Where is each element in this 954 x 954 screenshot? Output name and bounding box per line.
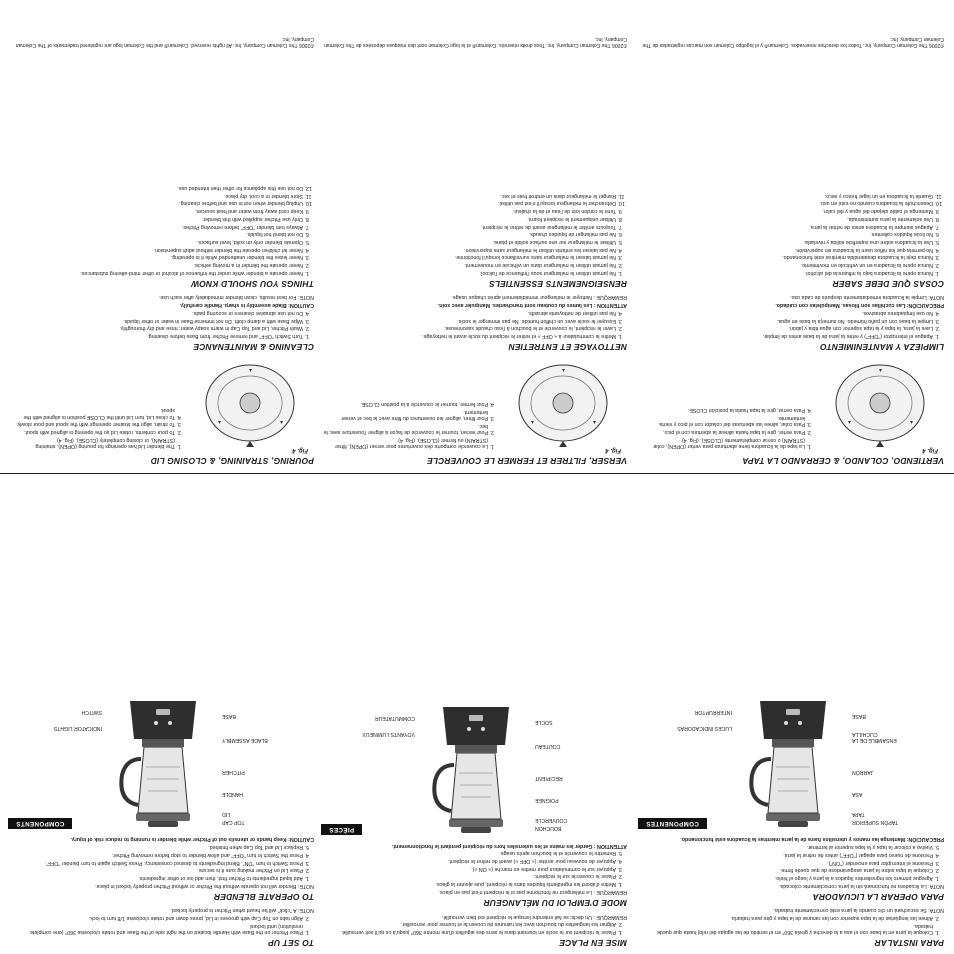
know-title: COSAS QUE DEBE SABER [832, 278, 944, 289]
copyright-text: ©2006 The Coleman Company, Inc. Tous droits réservés. Coleman® et le logo Coleman sont des marques déposées de The Coleman Company, Inc. [323, 36, 627, 48]
pitcher-shape [138, 747, 188, 813]
lid-shape [449, 819, 503, 827]
know-title: RENSEIGNEMENTS ESSENTIELS [488, 278, 627, 289]
svg-text:▲: ▲ [592, 419, 597, 425]
components-diagram [638, 693, 944, 831]
setup-steps [321, 921, 627, 935]
list-item: 1. Turn Switch "OFF" and remove Pitcher from Base before cleaning. [8, 333, 303, 339]
list-item: 3. Presione el interruptor para encender ("ON"). [638, 859, 933, 865]
base-shape [760, 701, 826, 739]
fig-label: Fig. 4 [922, 447, 938, 453]
know-section [638, 193, 944, 289]
svg-text:▲: ▲ [909, 419, 914, 425]
list-item: 5. Vuelva a colocar la tapa y la tapa superior al terminar. [638, 844, 933, 850]
list-item: 5. Operate blender only on solid, level surfaces. [8, 239, 303, 245]
list-item: 5. Remettre le couvercle et le bouchon après usage. [321, 850, 616, 856]
indicator-light [168, 721, 172, 725]
know-steps [321, 193, 627, 276]
part-label: TAPA [852, 811, 865, 818]
svg-text:▲: ▲ [279, 419, 284, 425]
setup-note: NOTA: Se escuchará un clic cuando la jarra esté correctamente trabada. [773, 907, 944, 914]
list-item: 10. Unplug blender when not in use and before cleaning. [8, 200, 303, 206]
operate-section [8, 836, 314, 902]
setup-steps [638, 915, 944, 935]
list-item: 6. No licúe líquidos calientes. [638, 231, 933, 237]
know-section [8, 185, 314, 289]
lid-illustration [826, 359, 936, 451]
pour-section [638, 357, 944, 466]
list-item: 1. Never operate a blender while under the influence of alcohol or other mind-altering substances. [8, 270, 303, 276]
know-section [321, 193, 627, 289]
part-label: LUCES INDICADORAS [677, 725, 732, 732]
blade-assembly-shape [455, 745, 497, 753]
components-header: PIÈCES [321, 824, 362, 835]
operate-section [638, 836, 944, 902]
operate-steps [321, 850, 627, 887]
list-item: 8. Use solamente la jarra suministrada. [638, 216, 933, 222]
clean-title: CLEANING & MAINTENANCE [193, 342, 314, 352]
list-item: 3. Nunca deje la licuadora desatendida mientras esté funcionando. [638, 254, 933, 260]
indicator-light [798, 721, 802, 725]
clean-title: NETTOYAGE ET ENTRETIEN [508, 342, 627, 352]
list-item: 1. Le couvercle comporte des ouvertures pour verser (OPEN), filtrer (STRAIN) ou fermer (CLOSE). (Fig. 4) [323, 437, 488, 449]
operate-title: TO OPERATE BLENDER [213, 892, 314, 903]
list-item: 5. Use la licuadora sobre una superficie sólida y nivelada. [638, 239, 933, 245]
list-item: 2. Align tabs on Top Cap with grooves in Lid, press down and rotate clockwise 1/8 turn to lock. [8, 915, 303, 921]
setup-title: MISE EN PLACE [559, 938, 627, 948]
part-label: TAPÓN SUPERIOR [852, 819, 899, 826]
indicator-light [784, 721, 788, 725]
part-label: PITCHER [222, 769, 245, 776]
part-label: TOP CAP [222, 819, 245, 826]
pour-steps [10, 407, 186, 449]
part-label: COUTEAU [535, 743, 561, 750]
know-steps [8, 185, 314, 276]
part-label: BASE [852, 713, 866, 720]
list-item: 2. Coloque la tapa sobre la jarra asegurándose de que quede firme. [638, 867, 933, 873]
pitcher-shape [768, 747, 818, 813]
clean-section [8, 294, 314, 352]
part-label: ASA [852, 791, 863, 798]
copyright-text: ©2006 The Coleman Company, Inc. All rights reserved. Coleman® and the Coleman logo are registered trademarks of The Coleman Company, Inc. [15, 36, 314, 48]
list-item: 4. No permita que los niños usen la licuadora sin supervisión. [638, 246, 933, 252]
list-item: 3. Pour filtrer, aligner les ouvertures du filtre avec le bec et verser lentement. [323, 409, 488, 421]
pour-steps-wrap [323, 400, 499, 449]
top-cap-shape [778, 821, 808, 827]
pour-steps-wrap [10, 406, 186, 449]
list-item: 5. Replace Lid and Top Cap when finished. [8, 844, 303, 850]
part-label: BOUCHON [535, 825, 562, 832]
part-label: BLADE ASSEMBLY [222, 737, 268, 744]
blender-illustration [421, 703, 531, 837]
list-item: 4. No use limpiadores abrasivos. [638, 310, 933, 316]
part-label: VOYANTS LUMINEUX [362, 731, 415, 738]
column-spanish-top [638, 478, 944, 948]
clean-note: NOTA: Limpie la licuadora inmediatamente después de cada uso. [790, 293, 944, 300]
svg-text:▲: ▲ [530, 419, 535, 425]
setup-steps [8, 915, 314, 935]
list-item: 4. Never let children operate the blender without adult supervision. [8, 246, 303, 252]
fig-4 [638, 357, 944, 453]
list-item: 3. Limpie la base con un paño húmedo. No sumerja la base en agua. [638, 317, 933, 323]
list-item: 3. Essuyer le socle avec un chiffon humide. Ne pas immerger le socle. [321, 317, 616, 323]
list-item: 2. Placer le couvercle sur le récipient. [321, 873, 616, 879]
blender-illustration [108, 697, 218, 831]
list-item: 2. Wash Pitcher, Lid and Top Cap in warm soapy water; rinse and dry thoroughly. [8, 325, 303, 331]
list-item: 11. Guarde la licuadora en un lugar fresco y seco. [638, 193, 933, 199]
pour-title: VERTIENDO, COLANDO, & CERRANDO LA TAPA [742, 456, 944, 466]
list-item: 2. Aligner les languettes du bouchon avec les rainures du couvercle et tourner pour verrouiller. [321, 921, 616, 927]
indicator-light [154, 721, 158, 725]
list-item: 3. Para colar, alinee las aberturas del colador con el pico y vierta lentamente. [640, 415, 805, 427]
part-label: LID [222, 811, 231, 818]
lid-illustration [196, 359, 306, 451]
clean-note: REMARQUE : Nettoyer le mélangeur immédiatement après chaque usage. [451, 293, 627, 300]
base-shape [443, 707, 509, 745]
operate-caution: CAUTION: Keep hands or utensils out of Pitcher while blender is running to reduce risk of injury. [70, 836, 314, 843]
list-item: 6. Do not blend hot liquids. [8, 231, 303, 237]
list-item: 11. Ranger le mélangeur dans un endroit frais et sec. [321, 193, 616, 199]
list-item: 9. Keep cord away from water and heat sources. [8, 208, 303, 214]
part-label: COUVERCLE [535, 817, 568, 824]
list-item: 2. Lave la jarra, la tapa y la tapa superior con agua tibia y jabón. [638, 325, 933, 331]
indicator-light [467, 727, 471, 731]
footer-english [8, 6, 314, 48]
handle-shape [121, 759, 141, 805]
part-label: POIGNÉE [535, 797, 559, 804]
list-item: 4. Pour fermer, tourner le couvercle à la position CLOSE. [323, 401, 488, 407]
column-french-bottom [321, 6, 627, 466]
fold-divider [0, 473, 954, 474]
list-item: 2. Laver le récipient, le couvercle et le bouchon à l'eau chaude savonneuse. [321, 325, 616, 331]
lid-shape [136, 813, 190, 821]
list-item: 8. Only use Pitcher supplied with this blender. [8, 216, 303, 222]
clean-caution: ATTENTION : Les lames du couteau sont tranchantes. Manipuler avec soin. [437, 302, 627, 309]
part-label: SOCLE [535, 719, 553, 726]
components-header: COMPONENTS [8, 818, 72, 829]
list-item: 9. Mantenga el cable alejado del agua y del calor. [638, 208, 933, 214]
handle-shape [751, 759, 771, 805]
pour-title: POURING, STRAINING, & CLOSING LID [150, 456, 314, 466]
list-item: 4. Ne pas utiliser de nettoyants abrasifs. [321, 310, 616, 316]
setup-section [8, 907, 314, 948]
pour-section [8, 357, 314, 466]
top-cap-shape [148, 821, 178, 827]
list-item: 1. Coloque la jarra en la base con el asa a la derecha y gírela 360° en el sentido de las agujas del reloj hasta que quede trabada. [638, 923, 933, 935]
pour-title: VERSER, FILTRER ET FERMER LE COUVERCLE [426, 456, 627, 466]
operate-caution: PRECAUCIÓN: Mantenga las manos y utensilios fuera de la jarra mientras la licuadora esté funcionando. [680, 836, 944, 843]
blade-assembly-shape [142, 739, 184, 747]
switch-shape [786, 709, 800, 715]
blender-illustration [738, 697, 848, 831]
know-steps [638, 193, 944, 276]
clean-steps [8, 310, 314, 339]
list-item: 4. Press the Switch to turn "OFF" and allow blender to stop before removing Pitcher. [8, 852, 303, 858]
list-item: 1. Mettre le commutateur à « OFF » et retirer le récipient du socle avant le nettoyage. [321, 333, 616, 339]
svg-text:▲: ▲ [217, 419, 222, 425]
base-shape [130, 701, 196, 739]
fig-label: Fig. 4 [605, 447, 621, 453]
list-item: 1. Ne jamais utiliser le mélangeur sous l'influence de l'alcool. [321, 270, 616, 276]
list-item: 1. La tapa de la licuadora tiene aberturas para verter (OPEN), colar (STRAIN) o cerrar completamente (CLOSE). (Fig. 4) [640, 437, 805, 449]
operate-steps [8, 844, 314, 881]
list-item: 4. To close Lid, turn Lid until the CLOSE position is aligned with the spout. [10, 407, 175, 419]
list-item: 3. To strain, align the strainer openings with the spout and pour slowly. [10, 421, 175, 427]
fig-4 [321, 357, 627, 453]
list-item: 7. Toujours arrêter le mélangeur avant de retirer le récipient. [321, 223, 616, 229]
column-english-top [8, 478, 314, 948]
list-item: 4. Para cerrar, gire la tapa hasta la posición CLOSE. [640, 407, 805, 413]
pitcher-shape [451, 753, 501, 819]
setup-note: NOTE: A "click" will be heard when Pitcher is properly locked. [170, 907, 314, 914]
list-item: 2. Nunca opere la licuadora en un vehículo en movimiento. [638, 262, 933, 268]
blade-assembly-shape [772, 739, 814, 747]
svg-text:▲: ▲ [847, 419, 852, 425]
pour-steps [640, 407, 816, 449]
clean-section [321, 294, 627, 352]
setup-note: REMARQUE : Un déclic se fait entendre lorsque le récipient est bien verrouillé. [441, 913, 627, 920]
clean-steps [321, 310, 627, 339]
list-item: 2. Ne jamais utiliser le mélangeur dans un véhicule en mouvement. [321, 262, 616, 268]
setup-section [638, 907, 944, 948]
list-item: 11. Store blender in a cool, dry place. [8, 193, 303, 199]
list-item: 4. Do not use abrasive cleaners or scouring pads. [8, 310, 303, 316]
fig-4 [8, 357, 314, 453]
operate-title: PARA OPERAR LA LICUADORA [812, 892, 944, 903]
svg-text:▲: ▲ [561, 367, 566, 373]
list-item: 2. To pour contents, rotate Lid so the opening is aligned with spout. [10, 429, 175, 435]
operate-steps [638, 844, 944, 881]
column-english-bottom [8, 6, 314, 466]
components-header: COMPONENTES [638, 818, 707, 829]
lid-illustration [509, 359, 619, 451]
handle-shape [434, 765, 454, 811]
setup-title: TO SET UP [268, 938, 314, 948]
list-item: 6. Ne pas mélanger de liquides chauds. [321, 231, 616, 237]
clean-steps [638, 310, 944, 339]
list-item: 1. Place Pitcher on the Base with Handle located on the right side of the Base and rotate clockwise 360° (one complete revolution) until locked. [8, 923, 303, 935]
list-item: 1. Mettre d'abord les ingrédients liquides dans le récipient, puis ajouter la glace. [321, 881, 616, 887]
part-label: COMMUTATEUR [374, 715, 415, 722]
column-spanish-bottom [638, 6, 944, 466]
list-item: 7. Always turn blender "OFF" before removing Pitcher. [8, 223, 303, 229]
column-french-top [321, 478, 627, 948]
operate-note: REMARQUE : Le mélangeur ne fonctionne pas si le récipient n'est pas en place. [438, 889, 627, 896]
indicator-light [481, 727, 485, 731]
list-item: 1. Apague el interruptor ("OFF") y retire la jarra de la base antes de limpiar. [638, 333, 933, 339]
list-item: 5. Utiliser le mélangeur sur une surface solide et plane. [321, 239, 616, 245]
operate-section [321, 842, 627, 908]
clean-caution: PRECAUCIÓN: Las cuchillas son filosas. Manipúlelas con cuidado. [775, 302, 944, 309]
operate-title: MODE D'EMPLOI DU MÉLANGEUR [483, 898, 627, 909]
switch-shape [469, 715, 483, 721]
know-title: THINGS YOU SHOULD KNOW [191, 278, 314, 289]
pour-steps-wrap [640, 406, 816, 449]
list-item: 1. Add liquid ingredients to Pitcher first, then add ice or other ingredients. [8, 875, 303, 881]
list-item: 9. Tenir le cordon loin de l'eau et de la chaleur. [321, 208, 616, 214]
part-label: BASE [222, 713, 236, 720]
list-item: 2. Para verter, gire la tapa hasta alinear la abertura con el pico. [640, 429, 805, 435]
fig-label: Fig. 4 [292, 447, 308, 453]
list-item: 3. Appuyer sur le commutateur pour mettre en marche (« ON »). [321, 866, 616, 872]
setup-section [321, 913, 627, 948]
list-item: 4. Presione de nuevo para apagar ("OFF") antes de retirar la jarra. [638, 852, 933, 858]
pour-section [321, 357, 627, 466]
copyright-text: ©2006 The Coleman Company, Inc. Todos los derechos reservados. Coleman® y el logotipo Coleman son marcas registradas de The Coleman Company, Inc. [642, 36, 944, 48]
clean-section [638, 294, 944, 352]
part-label: INDICATOR LIGHTS [53, 725, 102, 732]
lid-shape [766, 813, 820, 821]
list-item: 10. Débrancher le mélangeur lorsqu'il n'est pas utilisé. [321, 200, 616, 206]
list-item: 8. Utiliser uniquement le récipient fourni. [321, 216, 616, 222]
list-item: 2. Place Lid on Pitcher making sure it is secure. [8, 867, 303, 873]
part-label: JARRÓN [852, 769, 874, 776]
clean-title: LIMPIEZA Y MANTENIMIENTO [819, 342, 944, 352]
part-label: INTERRUPTOR [694, 709, 732, 716]
svg-text:▲: ▲ [248, 367, 253, 373]
operate-note: NOTE: Blender will not operate without the Pitcher or without Pitcher properly locked in place. [94, 883, 314, 890]
clean-note: NOTE: For best results, clean blender immediately after each use. [158, 293, 314, 300]
components-diagram [8, 693, 314, 831]
part-label: ENSAMBLE DE LA CUCHILLA [852, 731, 897, 744]
list-item: 2. Alinee las lengüetas de la tapa superior con las ranuras de la tapa y gire para trabarla. [638, 915, 933, 921]
list-item: 7. Apague siempre la licuadora antes de retirar la jarra. [638, 223, 933, 229]
list-item: 12. Do not use this appliance for other than intended use. [8, 185, 303, 191]
list-item: 4. Appuyer de nouveau pour arrêter (« OFF ») avant de retirer le récipient. [321, 858, 616, 864]
list-item: 1. Placer le récipient sur le socle en tournant dans le sens des aiguilles d'une montre 360° jusqu'à ce qu'il soit verrouillé. [321, 929, 616, 935]
list-item: 2. Pour verser, tourner le couvercle de façon à aligner l'ouverture avec le bec. [323, 423, 488, 435]
list-item: 3. Wipe Base with a damp cloth. Do not immerse Base in water or other liquids. [8, 317, 303, 323]
components-diagram [321, 699, 627, 837]
part-label: SWITCH [81, 709, 102, 716]
switch-shape [156, 709, 170, 715]
svg-text:▲: ▲ [878, 367, 883, 373]
setup-title: PARA INSTALAR [874, 938, 944, 948]
part-label: RÉCIPIENT [535, 775, 563, 782]
clean-caution: CAUTION: Blade assembly is sharp. Handle carefully. [179, 302, 314, 309]
operate-note: NOTA: La licuadora no funcionará sin la jarra correctamente colocada. [778, 883, 944, 890]
part-label: HANDLE [222, 791, 244, 798]
pour-steps [323, 401, 499, 449]
operate-caution: ATTENTION : Garder les mains et les ustensiles hors du récipient pendant le fonctionnement. [391, 842, 627, 849]
footer-spanish [638, 6, 944, 48]
list-item: 10. Desenchufe la licuadora cuando no esté en uso. [638, 200, 933, 206]
footer-french [321, 6, 627, 48]
list-item: 2. Never operate the blender in a moving vehicle. [8, 262, 303, 268]
list-item: 3. Ne jamais laisser le mélangeur sans surveillance lorsqu'il fonctionne. [321, 254, 616, 260]
top-cap-shape [461, 827, 491, 833]
list-item: 3. Never leave the blender unattended while it is operating. [8, 254, 303, 260]
list-item: 1. The blender Lid has openings for pouring (OPEN), straining (STRAIN), or closing completely (CLOSE). (Fig. 4) [10, 437, 175, 449]
list-item: 1. Agregue primero los ingredientes líquidos a la jarra y luego el hielo. [638, 875, 933, 881]
list-item: 3. Press Switch to turn "ON". Blend ingredients to desired consistency. Press Switch again to turn blender "OFF". [8, 859, 303, 865]
list-item: 4. Ne pas laisser les enfants utiliser le mélangeur sans supervision. [321, 246, 616, 252]
list-item: 1. Nunca opere la licuadora bajo la influencia del alcohol. [638, 270, 933, 276]
